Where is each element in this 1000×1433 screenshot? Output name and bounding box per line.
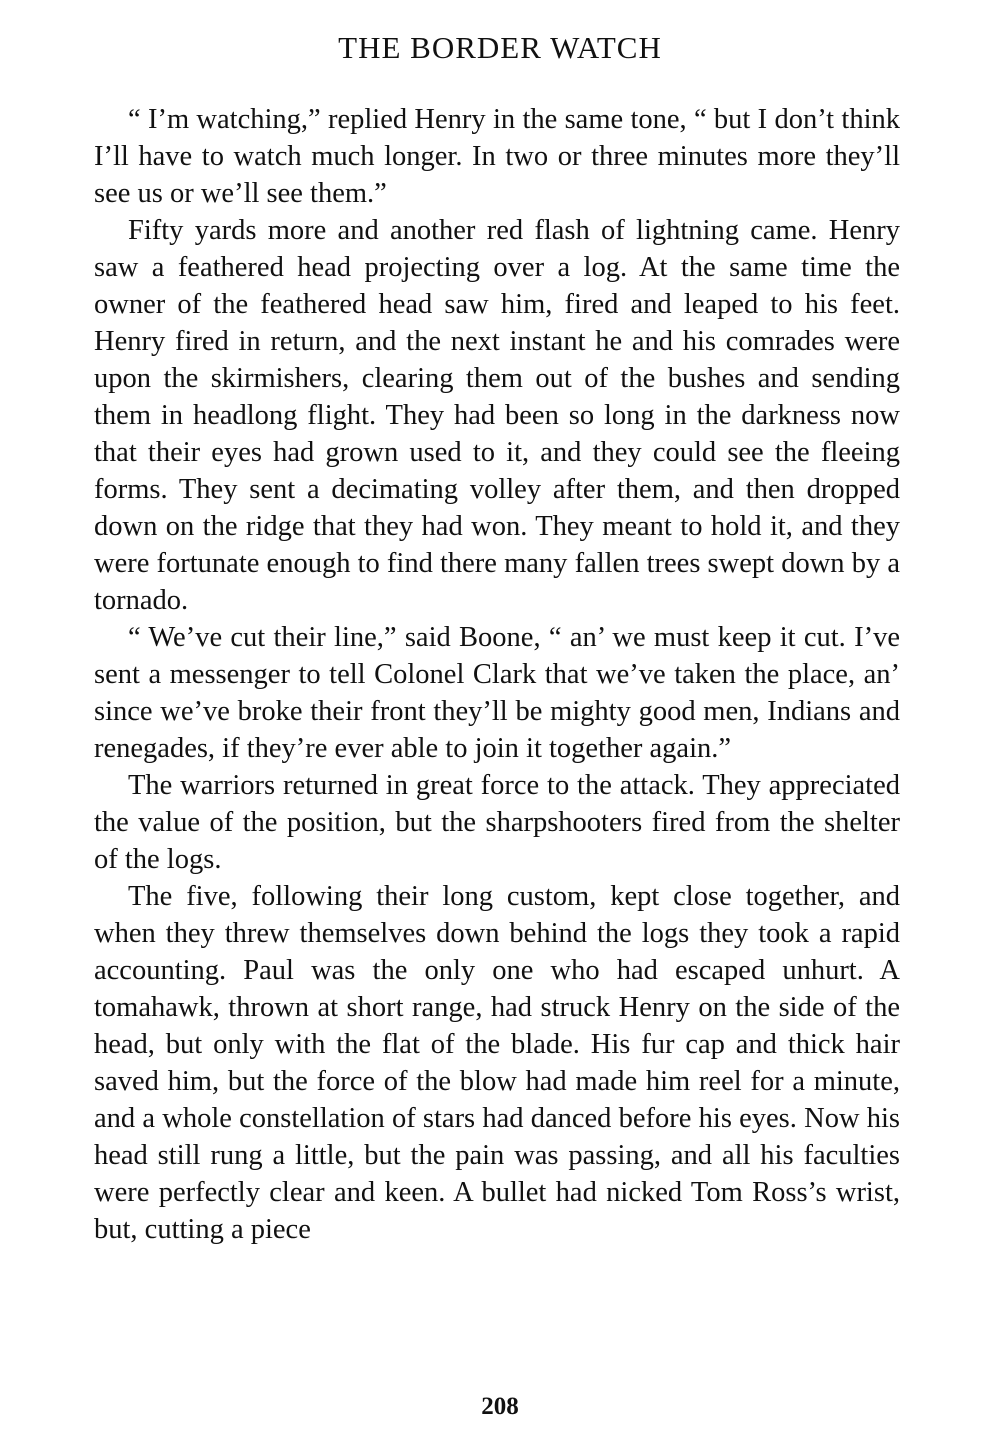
paragraph: The five, following their long custom, kept close together, and when they threw themselves down behind the logs they took a rapid accounting. Paul was the only one who had escaped unhurt. A tomahawk, thrown at short range, had struck Henry on the side of the head, but only with the flat of the blade. His fur cap and thick hair saved him, but the force of the blow had made him reel for a minute, and a whole constellation of stars had danced before his eyes. Now his head still rung a little, but the pain was passing, and all his faculties were perfectly clear and keen. A bullet had nicked Tom Ross’s wrist, but, cutting a piece	[94, 881, 900, 1245]
body-text	[94, 101, 900, 1248]
paragraph: The warriors returned in great force to the attack. They appreciated the value of the position, but the sharpshooters fired from the shelter of the logs.	[94, 770, 900, 875]
paragraph: Fifty yards more and another red flash of lightning came. Henry saw a feathered head projecting over a log. At the same time the owner of the feathered head saw him, fired and leaped to his feet. Henry fired in return, and the next instant he and his comrades were upon the skirmishers, clearing them out of the bushes and sending them in headlong flight. They had been so long in the darkness now that their eyes had grown used to it, and they could see the fleeing forms. They sent a decimating volley after them, and then dropped down on the ridge that they had won. They meant to hold it, and they were fortunate enough to find there many fallen trees swept down by a tornado.	[94, 215, 900, 616]
page-number: 208	[481, 1393, 519, 1420]
paragraph: “ I’m watching,” replied Henry in the same tone, “ but I don’t think I’ll have to watch much longer. In two or three minutes more they’ll see us or we’ll see them.”	[94, 104, 900, 209]
running-head: THE BORDER WATCH	[338, 30, 662, 65]
paragraph: “ We’ve cut their line,” said Boone, “ an’ we must keep it cut. I’ve sent a messenger to tell Colonel Clark that we’ve taken the place, an’ since we’ve broke their front they’ll be mighty good men, Indians and renegades, if they’re ever able to join it together again.”	[94, 622, 900, 764]
